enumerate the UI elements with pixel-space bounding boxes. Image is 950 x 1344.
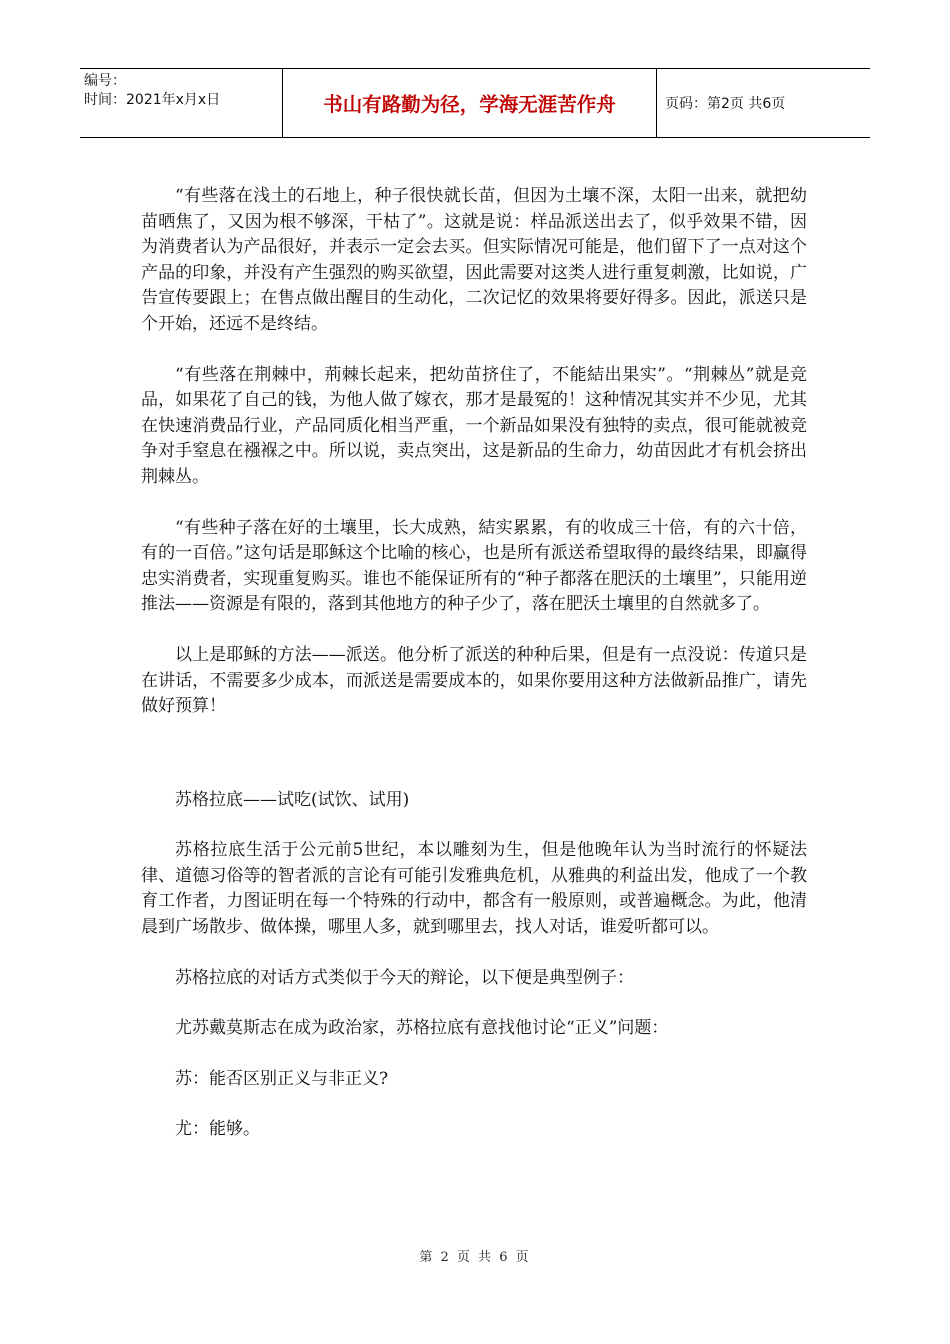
dialogue-line: 尤：能够。 xyxy=(175,1119,260,1140)
document-number-label: 编号： xyxy=(84,73,126,89)
header-motto: 书山有路勤为径，学海无涯苦作舟 xyxy=(323,93,616,116)
page-header xyxy=(80,68,870,138)
paragraph: 尤苏戴莫斯志在成为政治家，苏格拉底有意找他讨论“正义”问题： xyxy=(175,1018,669,1039)
paragraph: “有些落在荆棘中，荊棘长起来，把幼苗挤住了，不能結出果实”。“荆棘丛”就是竞品，如果花了自己的钱，为他人做了嫁衣，那才是最冤的！这种情况其实并不少见，尤其在快速消费品行业，产品同质化相当严重，一个新品如果没有独特的卖点，很可能就被竞争对手窒息在襁褓之中。所以说，卖点突出，这是新品的生命力，幼苗因此才有机会挤出荆棘丛。 xyxy=(141,364,807,487)
page-footer: 第 2 页 共 6 页 xyxy=(419,1250,531,1265)
dialogue-line: 苏：能否区别正义与非正义? xyxy=(175,1068,389,1089)
header-info-cell xyxy=(80,69,283,137)
paragraph: 以上是耶稣的方法——派送。他分析了派送的种种后果，但是有一点没说：传道只是在讲话，不需要多少成本，而派送是需要成本的，如果你要用这种方法做新品推广，请先做好预算！ xyxy=(141,644,807,717)
header-motto-cell xyxy=(283,69,657,137)
document-date-label: 时间：2021年x月x日 xyxy=(84,92,221,108)
paragraph: “有些落在浅土的石地上，种子很快就长苗，但因为土壤不深，太阳一出来，就把幼苗晒焦了，又因为根不够深，干枯了”。这就是说：样品派送出去了，似乎效果不错，因为消费者认为产品很好，并表示一定会去买。但实际情况可能是，他们留下了一点对这个产品的印象，并没有产生强烈的购买欲望，因此需要对这类人进行重复刺激，比如说，广告宣传要跟上；在售点做出醒目的生动化，二次记忆的效果将要好得多。因此，派送只是个开始，还远不是终结。 xyxy=(141,186,807,334)
paragraph: 苏格拉底的对话方式类似于今天的辩论，以下便是典型例子： xyxy=(175,967,634,988)
paragraph: 苏格拉底生活于公元前5世纪，本以雕刻为生，但是他晚年认为当时流行的怀疑法律、道德习俗等的智者派的言论有可能引发雅典危机，从雅典的利益出发，他成了一个教育工作者，力图证明在每一个特殊的行动中，都含有一般原则，或普遍概念。为此，他清晨到广场散步、做体操，哪里人多，就到哪里去，找人对话，谁爱听都可以。 xyxy=(141,840,807,938)
header-page-cell xyxy=(657,69,870,137)
header-page-label: 页码：第2页 共6页 xyxy=(665,96,786,112)
paragraph: “有些种子落在好的土壤里，长大成熟，結实累累，有的收成三十倍，有的六十倍，有的一百倍。”这句话是耶稣这个比喻的核心，也是所有派送希望取得的最终结果，即赢得忠实消费者，实现重复购买。谁也不能保证所有的“种子都落在肥沃的土壤里”，只能用逆推法——资源是有限的，落到其他地方的种子少了，落在肥沃土壤里的自然就多了。 xyxy=(141,517,807,615)
document-body xyxy=(141,184,807,1168)
section-heading: 苏格拉底——试吃(试饮、试用) xyxy=(175,789,410,810)
